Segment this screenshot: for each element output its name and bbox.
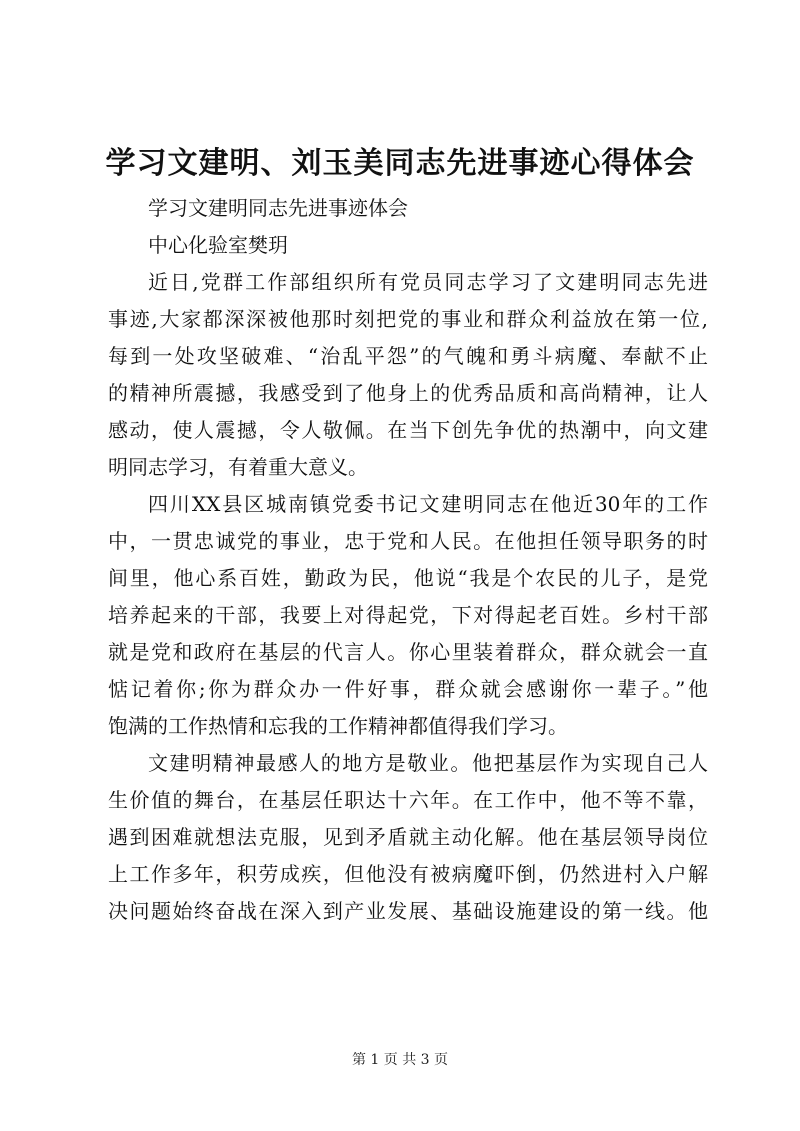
paragraph-line: 中，一贯忠诚党的事业，忠于党和人民。在他担任领导职务的时 [108,529,708,553]
paragraph-line: 惦记着你;你为群众办一件好事，群众就会感谢你一辈子。”他 [108,677,708,701]
paragraph-line: 每到一处攻坚破难、“治乱平怨”的气魄和勇斗病魔、奉献不止 [108,344,708,368]
document-title: 学习文建明、刘玉美同志先进事迹心得体会 [105,146,695,181]
paragraph-line: 上工作多年，积劳成疾，但他没有被病魔吓倒，仍然进村入户解 [108,862,708,886]
page-footer: 第 1 页 共 3 页 [351,1052,449,1068]
paragraph-line: 的精神所震撼，我感受到了他身上的优秀品质和高尚精神，让人 [108,381,708,405]
paragraph-line: 感动，使人震撼，令人敬佩。在当下创先争优的热潮中，向文建 [108,418,708,442]
paragraph-line: 明同志学习，有着重大意义。 [108,455,368,479]
paragraph-line: 培养起来的干部，我要上对得起党，下对得起老百姓。乡村干部 [108,603,708,627]
document-body [108,190,708,930]
paragraph-line: 遇到困难就想法克服，见到矛盾就主动化解。他在基层领导岗位 [108,825,708,849]
paragraph-line: 就是党和政府在基层的代言人。你心里装着群众，群众就会一直 [108,640,708,664]
paragraph-line: 生价值的舞台，在基层任职达十六年。在工作中，他不等不靠， [108,788,708,812]
paragraph-line: 四川XX县区城南镇党委书记文建明同志在他近30年的工作 [148,492,708,516]
document-subtitle: 学习文建明同志先进事迹体会 [148,196,408,220]
paragraph-line: 间里，他心系百姓，勤政为民，他说“我是个农民的儿子，是党 [108,566,708,590]
document-author: 中心化验室樊玥 [148,233,288,257]
paragraph-line: 近日,党群工作部组织所有党员同志学习了文建明同志先进 [148,270,708,294]
paragraph-line: 事迹,大家都深深被他那时刻把党的事业和群众利益放在第一位, [108,307,708,331]
paragraph-line: 决问题始终奋战在深入到产业发展、基础设施建设的第一线。他 [108,899,708,923]
paragraph-line: 饱满的工作热情和忘我的工作精神都值得我们学习。 [108,714,568,738]
paragraph-line: 文建明精神最感人的地方是敬业。他把基层作为实现自己人 [148,751,708,775]
